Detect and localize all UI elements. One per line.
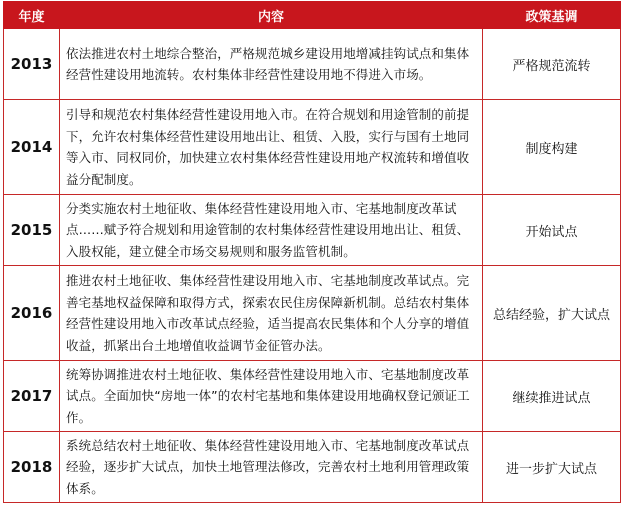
content-cell: 系统总结农村土地征收、集体经营性建设用地入市、宅基地制度改革试点经验，逐步扩大试点，加快土地管理法修改，完善农村土地利用管理政策体系。: [60, 432, 483, 503]
header-row: [4, 2, 621, 29]
content-cell: 推进农村土地征收、集体经营性建设用地入市、宅基地制度改革试点。完善宅基地权益保障和取得方式，探索农民住房保障新机制。总结农村集体经营性建设用地入市改革试点经验，适当提高农民集体和个人分享的增值收益，抓紧出台土地增值收益调节金征管办法。: [60, 266, 483, 361]
table-row: [4, 100, 621, 195]
year-cell: 2015: [4, 195, 60, 266]
table-row: [4, 361, 621, 432]
tone-cell: 开始试点: [483, 195, 621, 266]
policy-table: [3, 1, 621, 503]
header-tone: 政策基调: [483, 2, 621, 29]
year-cell: 2017: [4, 361, 60, 432]
year-cell: 2014: [4, 100, 60, 195]
table-row: [4, 432, 621, 503]
year-cell: 2016: [4, 266, 60, 361]
tone-cell: 制度构建: [483, 100, 621, 195]
header-content: 内容: [60, 2, 483, 29]
content-cell: 分类实施农村土地征收、集体经营性建设用地入市、宅基地制度改革试点……赋予符合规划和用途管制的农村集体经营性建设用地出让、租赁、入股权能，建立健全市场交易规则和服务监管机制。: [60, 195, 483, 266]
tone-cell: 总结经验，扩大试点: [483, 266, 621, 361]
table-row: [4, 195, 621, 266]
tone-cell: 进一步扩大试点: [483, 432, 621, 503]
tone-cell: 继续推进试点: [483, 361, 621, 432]
content-cell: 依法推进农村土地综合整治，严格规范城乡建设用地增减挂钩试点和集体经营性建设用地流转。农村集体非经营性建设用地不得进入市场。: [60, 29, 483, 100]
year-cell: 2013: [4, 29, 60, 100]
tone-cell: 严格规范流转: [483, 29, 621, 100]
table-row: [4, 29, 621, 100]
table-row: [4, 266, 621, 361]
header-year: 年度: [4, 2, 60, 29]
content-cell: 统筹协调推进农村土地征收、集体经营性建设用地入市、宅基地制度改革试点。全面加快“房地一体”的农村宅基地和集体建设用地确权登记颁证工作。: [60, 361, 483, 432]
year-cell: 2018: [4, 432, 60, 503]
content-cell: 引导和规范农村集体经营性建设用地入市。在符合规划和用途管制的前提下，允许农村集体经营性建设用地出让、租赁、入股，实行与国有土地同等入市、同权同价，加快建立农村集体经营性建设用地产权流转和增值收益分配制度。: [60, 100, 483, 195]
